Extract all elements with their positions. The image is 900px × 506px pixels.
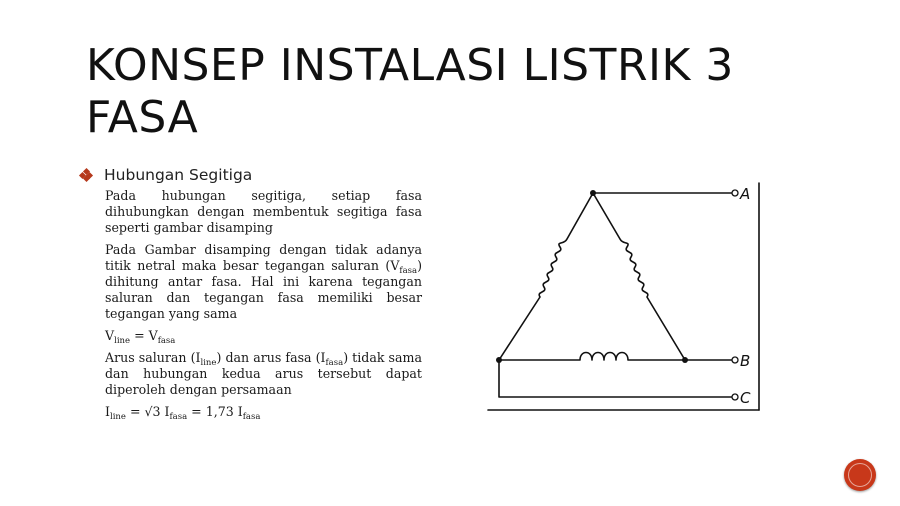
diamond-bullet-icon: [80, 169, 92, 181]
bullet-label: Hubungan Segitiga: [104, 166, 253, 184]
node-top: [590, 190, 596, 196]
equation-2: $I_{line} = √3$ $I_{fasa} = 1,73$ $I_{fasa}$: [105, 404, 261, 422]
slide-title: KONSEP INSTALASI LISTRIK 3 FASA: [86, 40, 734, 143]
paragraph-1: Pada hubungan segitiga, setiap fasa dihubungkan dengan membentuk segitiga fasa seperti gambar disamping: [105, 188, 422, 235]
terminal-label-b: B: [740, 352, 751, 370]
terminal-label-c: C: [740, 389, 751, 407]
terminal-c: [732, 394, 738, 400]
paragraph-2: Pada Gambar disamping dengan tidak adanya titik netral maka besar tegangan saluran $(V_{fasa})$ dihitung antar fasa. Hal ini karena tegangan saluran dan tegangan fasa memiliki besar tegangan yang sama: [105, 242, 422, 321]
delta-connection-diagram: [480, 175, 780, 420]
terminal-a: [732, 190, 738, 196]
terminal-b: [732, 357, 738, 363]
terminal-label-a: A: [740, 185, 751, 203]
node-bottom-left: [496, 357, 502, 363]
body-text: [105, 188, 422, 420]
paragraph-3: Arus saluran $(I_{line})$ dan arus fasa $(I_{fasa})$ tidak sama dan hubungan kedua arus tersebut dapat diperoleh dengan persamaan: [105, 350, 422, 397]
equation-1: $V_{line} = V_{fasa}$: [105, 328, 176, 346]
slide-nav-button[interactable]: [844, 459, 876, 491]
node-bottom-right: [682, 357, 688, 363]
bullet-item: [80, 166, 252, 184]
